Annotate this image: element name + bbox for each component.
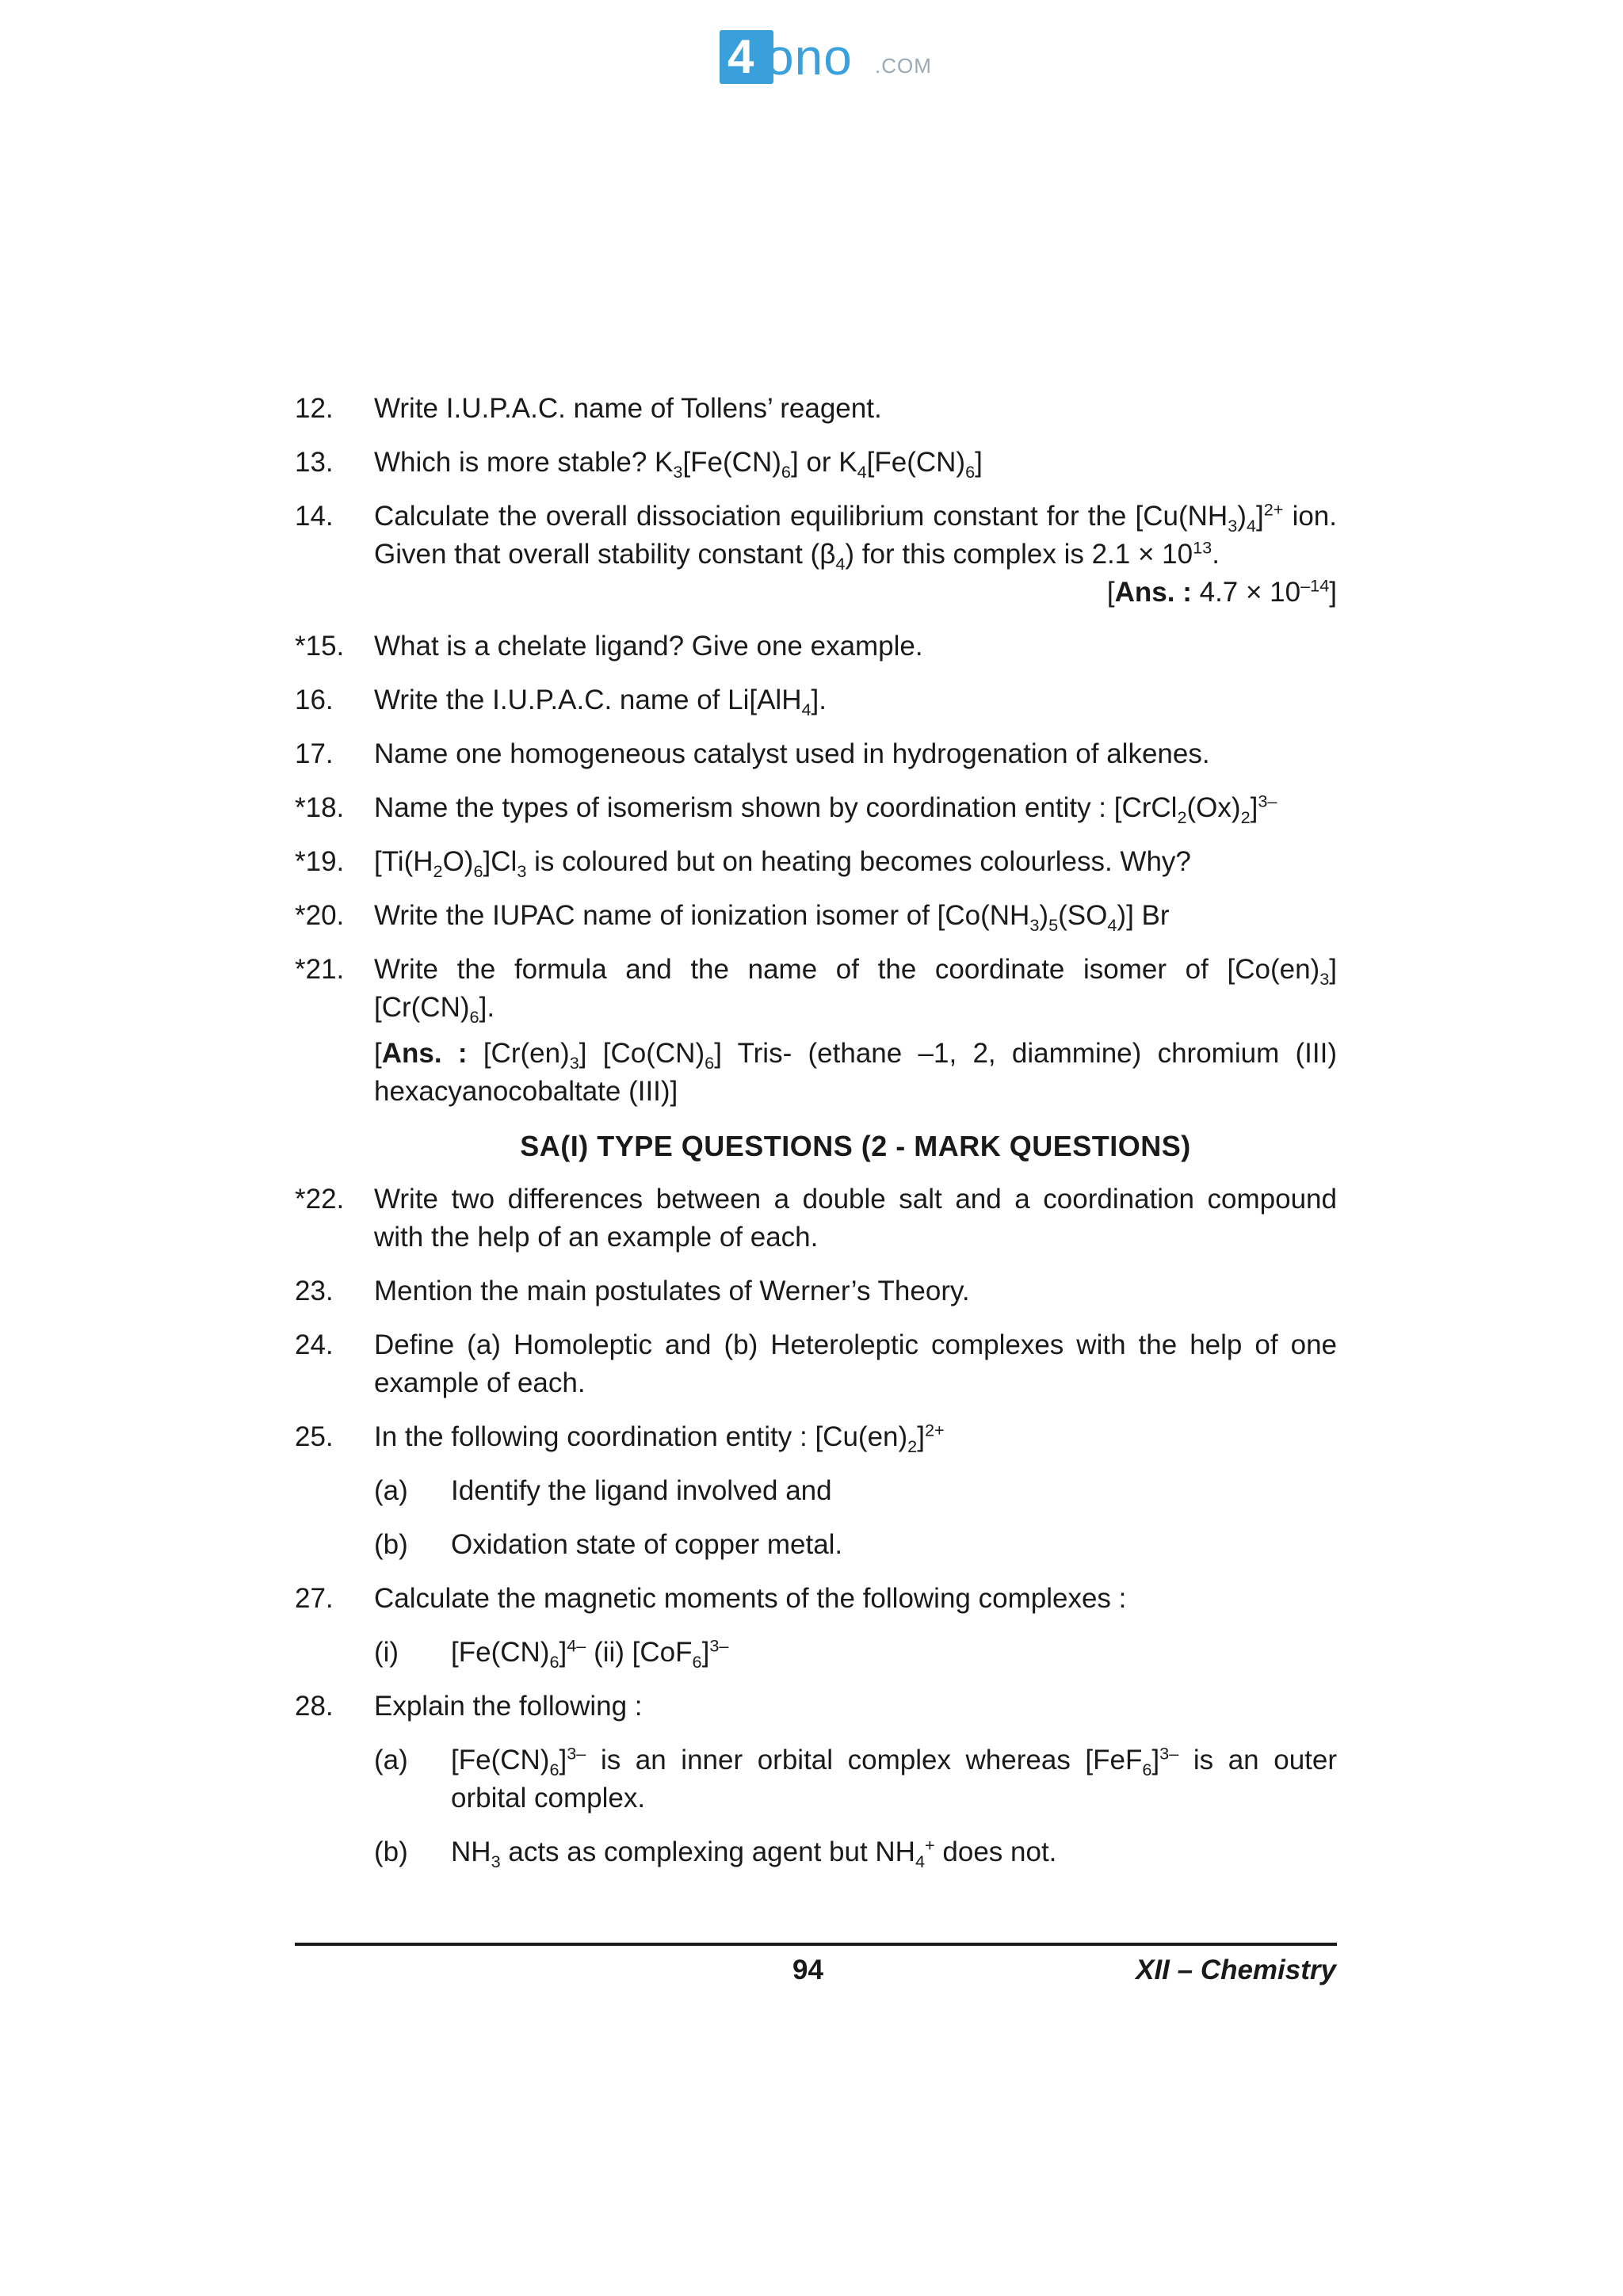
question-item bbox=[295, 390, 1337, 428]
question-item bbox=[295, 444, 1337, 482]
question-item bbox=[295, 735, 1337, 773]
sub-question-label: (b) bbox=[374, 1529, 408, 1560]
question-group-a bbox=[295, 390, 1337, 1111]
sub-question bbox=[374, 1526, 1337, 1564]
sub-question-text: $[Fe(CN)_6]^{4-}$ (ii) $[CoF_6]^{3-}$ bbox=[451, 1635, 729, 1672]
sub-question-label: (b) bbox=[374, 1836, 408, 1867]
question-text: What is a chelate ligand? Give one example. bbox=[374, 631, 923, 662]
question-number: *18. bbox=[295, 792, 345, 823]
question-text: Write the I.U.P.A.C. name of Li[AlH$_4$]. bbox=[374, 685, 827, 719]
question-item bbox=[295, 1418, 1337, 1564]
sub-question-text: Oxidation state of copper metal. bbox=[451, 1529, 843, 1560]
question-text: Write I.U.P.A.C. name of Tollens’ reagent. bbox=[374, 393, 882, 424]
question-item bbox=[295, 681, 1337, 719]
question-text: Define (a) Homoleptic and (b) Heteroleptic complexes with the help of one example of each. bbox=[374, 1329, 1337, 1398]
question-number: *15. bbox=[295, 631, 345, 662]
sub-question-label: (a) bbox=[374, 1475, 408, 1506]
footer-subject: XII – Chemistry bbox=[1136, 1955, 1336, 1985]
question-number: 25. bbox=[295, 1421, 334, 1452]
question-text: Calculate the overall dissociation equilibrium constant for the $[Cu(NH_3)_4]^{2+}$ ion. Given that overall stability constant $(\beta_4)$ for this complex is $2.1 \times 10^{13}$. bbox=[374, 499, 1337, 574]
question-text: $[Ti(H_2O)_6]Cl_3$ is coloured but on heating becomes colourless. Why? bbox=[374, 846, 1191, 881]
question-number: 17. bbox=[295, 738, 334, 769]
question-text: Name the types of isomerism shown by coordination entity : $[CrCl_2(Ox)_2]^{3-}$ bbox=[374, 791, 1277, 827]
sub-question bbox=[374, 1741, 1337, 1817]
sub-question bbox=[374, 1833, 1337, 1871]
page-number: 94 bbox=[792, 1955, 823, 1985]
question-number: *20. bbox=[295, 900, 345, 931]
question-text: Calculate the magnetic moments of the following complexes : bbox=[374, 1583, 1127, 1614]
question-number: 24. bbox=[295, 1329, 334, 1360]
question-list bbox=[295, 390, 1337, 1887]
question-item bbox=[295, 951, 1337, 1111]
sub-question-text: Identify the ligand involved and bbox=[451, 1475, 832, 1506]
sub-question bbox=[374, 1634, 1337, 1672]
question-number: 28. bbox=[295, 1691, 334, 1722]
question-number: *22. bbox=[295, 1184, 345, 1215]
question-text: Explain the following : bbox=[374, 1691, 643, 1722]
sub-question bbox=[374, 1472, 1337, 1510]
question-text: In the following coordination entity : $[Cu(en)_2]^{2+}$ bbox=[374, 1420, 945, 1456]
sub-question-label: (a) bbox=[374, 1745, 408, 1775]
logo-box-text: 4 bbox=[727, 30, 754, 83]
question-text: Which is more stable? $K_3[Fe(CN)_6]$ or $K_4[Fe(CN)_6]$ bbox=[374, 447, 983, 482]
question-item bbox=[295, 1580, 1337, 1672]
question-number: 14. bbox=[295, 501, 334, 532]
question-number: 27. bbox=[295, 1583, 334, 1614]
section-heading: SA(I) TYPE QUESTIONS (2 - MARK QUESTIONS) bbox=[520, 1130, 1191, 1162]
question-number: 13. bbox=[295, 447, 334, 478]
question-number: *19. bbox=[295, 846, 345, 877]
question-text: Name one homogeneous catalyst used in hydrogenation of alkenes. bbox=[374, 738, 1210, 769]
question-item bbox=[295, 897, 1337, 935]
question-item bbox=[295, 1180, 1337, 1257]
footer-rule bbox=[295, 1943, 1337, 1946]
question-item bbox=[295, 789, 1337, 827]
question-number: 16. bbox=[295, 685, 334, 715]
question-item bbox=[295, 1272, 1337, 1310]
question-text: Write the formula and the name of the coordinate isomer of $[Co(en)_3]$ $[Cr(CN)_6]$. bbox=[374, 954, 1337, 1027]
sub-question-text: $NH_3$ acts as complexing agent but $NH_4^+$ does not. bbox=[451, 1835, 1057, 1871]
question-item bbox=[295, 627, 1337, 666]
logo-mark: ono bbox=[766, 29, 853, 86]
question-number: *21. bbox=[295, 954, 345, 985]
question-number: 23. bbox=[295, 1276, 334, 1306]
question-item bbox=[295, 1326, 1337, 1402]
question-item bbox=[295, 843, 1337, 881]
question-text: Mention the main postulates of Werner’s Theory. bbox=[374, 1276, 970, 1306]
site-logo bbox=[720, 30, 957, 87]
question-item bbox=[295, 1688, 1337, 1871]
question-number: 12. bbox=[295, 393, 334, 424]
question-text: Write two differences between a double salt and a coordination compound with the help of an example of each. bbox=[374, 1184, 1337, 1253]
logo-suffix: .COM bbox=[875, 54, 932, 78]
answer-text: [Ans. : $[Cr(en)_3]$ $[Co(CN)_6]$ Tris- (ethane –1, 2, diammine) chromium (III) hexacyanocobaltate (III)] bbox=[374, 1038, 1337, 1107]
sub-question-label: (i) bbox=[374, 1637, 399, 1668]
question-item bbox=[295, 498, 1337, 612]
answer-text: [Ans. : $4.7 \times 10^{-14}$] bbox=[1106, 575, 1337, 608]
sub-question-text: $[Fe(CN)_6]^{3-}$ is an inner orbital complex whereas $[FeF_6]^{3-}$ is an outer orbital complex. bbox=[451, 1743, 1338, 1814]
question-text: Write the IUPAC name of ionization isomer of $[Co(NH_3)_5(SO_4)]$ Br bbox=[374, 900, 1170, 935]
question-group-b bbox=[295, 1180, 1337, 1871]
